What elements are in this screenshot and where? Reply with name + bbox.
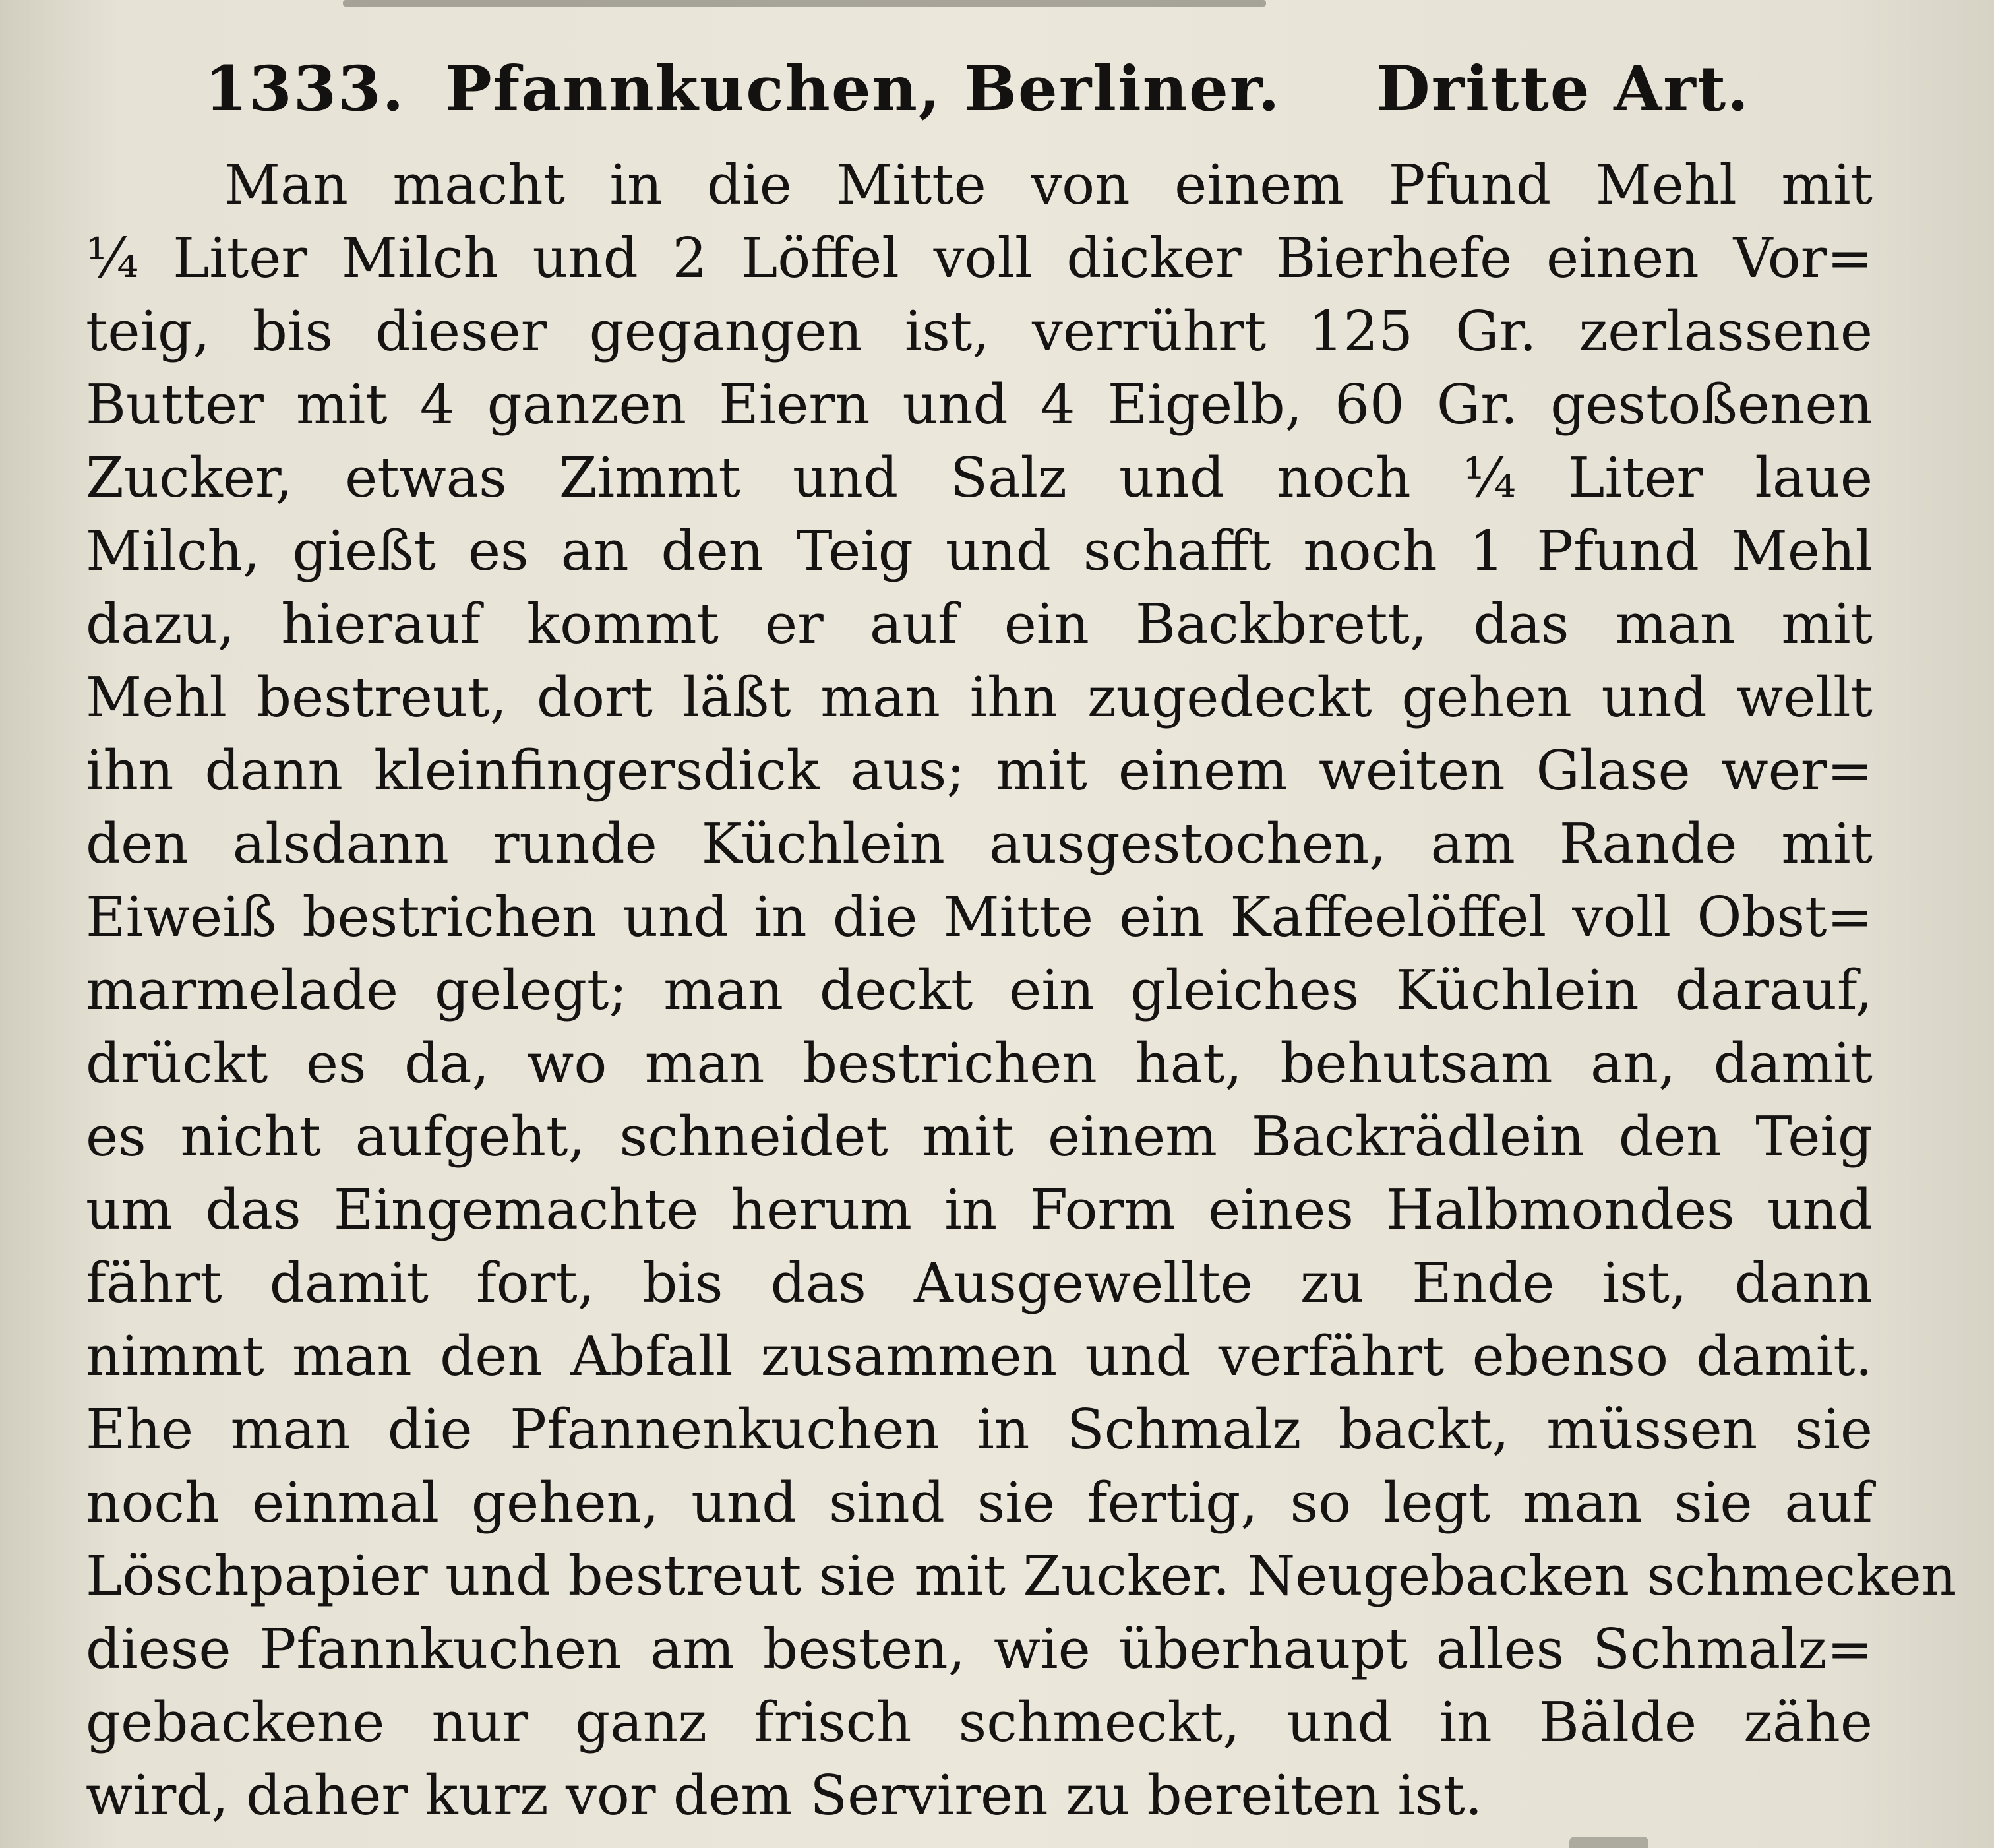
text-line: den alsdann runde Küchlein ausgestochen, am Rande mit xyxy=(86,812,1873,876)
text-line: ihn dann kleinfingersdick aus; mit einem weiten Glase wer= xyxy=(86,739,1873,803)
recipe-variant: Dritte Art. xyxy=(1376,53,1750,125)
text-line: um das Eingemachte herum in Form eines Halbmondes und xyxy=(86,1178,1873,1242)
text-line: diese Pfannkuchen am besten, wie überhaupt alles Schmalz= xyxy=(86,1617,1873,1681)
recipe-heading xyxy=(204,40,1787,139)
text-line: drückt es da, wo man bestrichen hat, behutsam an, damit xyxy=(86,1032,1873,1095)
text-line: gebackene nur ganz frisch schmeckt, und in Bälde zähe xyxy=(86,1690,1873,1754)
text-line: ¼ Liter Milch und 2 Löffel voll dicker Bierhefe einen Vor= xyxy=(86,226,1873,290)
text-line: Mehl bestreut, dort läßt man ihn zugedeckt gehen und wellt xyxy=(86,665,1873,729)
text-line: Butter mit 4 ganzen Eiern und 4 Eigelb, 60 Gr. gestoßenen xyxy=(86,373,1873,437)
text-line: Löschpapier und bestreut sie mit Zucker. Neugebacken schmecken xyxy=(86,1544,1957,1608)
recipe-name: Pfannkuchen, Berliner. xyxy=(445,53,1281,125)
recipe-text xyxy=(86,148,1957,1832)
text-line: Milch, gießt es an den Teig und schafft noch 1 Pfund Mehl xyxy=(86,519,1873,583)
text-line: fährt damit fort, bis das Ausgewellte zu Ende ist, dann xyxy=(86,1251,1873,1315)
text-line: nimmt man den Abfall zusammen und verfährt ebenso damit. xyxy=(86,1324,1873,1388)
text-line: Man macht in die Mitte von einem Pfund Mehl mit xyxy=(224,153,1873,217)
text-line: es nicht aufgeht, schneidet mit einem Backrädlein den Teig xyxy=(86,1105,1873,1169)
text-line: dazu, hierauf kommt er auf ein Backbrett, das man mit xyxy=(86,592,1873,656)
text-line: noch einmal gehen, und sind sie fertig, so legt man sie auf xyxy=(86,1471,1873,1535)
next-line-remnant xyxy=(1569,1837,1648,1848)
text-line: teig, bis dieser gegangen ist, verrührt 125 Gr. zerlassene xyxy=(86,299,1873,363)
text-line: Zucker, etwas Zimmt und Salz und noch ¼ Liter laue xyxy=(86,446,1873,510)
text-line: Ehe man die Pfannenkuchen in Schmalz backt, müssen sie xyxy=(86,1398,1873,1462)
text-line: Eiweiß bestrichen und in die Mitte ein Kaffeelöffel voll Obst= xyxy=(86,885,1873,949)
text-line: wird, daher kurz vor dem Serviren zu bereiten ist. xyxy=(86,1764,1483,1828)
recipe-number: 1333. xyxy=(204,53,406,125)
previous-line-remnant xyxy=(343,0,1266,7)
text-line: marmelade gelegt; man deckt ein gleiches Küchlein darauf, xyxy=(86,958,1873,1022)
